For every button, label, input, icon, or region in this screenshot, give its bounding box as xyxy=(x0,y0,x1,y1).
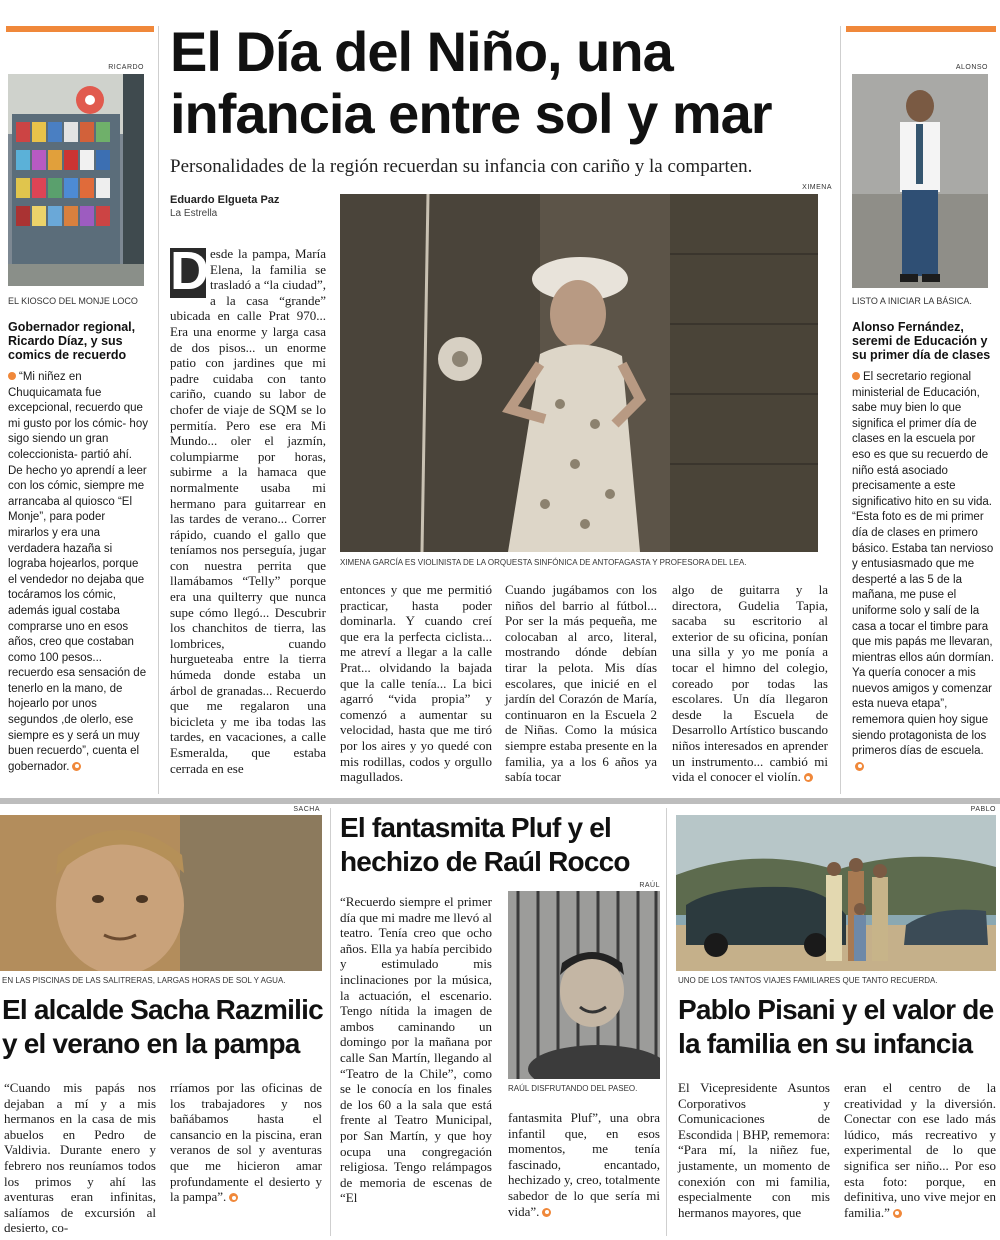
bullet-dot-icon xyxy=(852,372,860,380)
raul-body-col2 xyxy=(508,1110,660,1219)
main-title-line2: infancia entre sol y mar xyxy=(170,82,772,145)
right-sidebar-headline: Alonso Fernández, seremi de Educación y su primer día de clases xyxy=(852,320,991,362)
main-photo-caption: XIMENA GARCÍA ES VIOLINISTA DE LA ORQUESTA SINFÓNICA DE ANTOFAGASTA Y PROFESORA DEL LEA. xyxy=(340,558,747,567)
drop-cap: D xyxy=(170,241,209,301)
kiosk-photo xyxy=(8,74,144,286)
end-mark-icon xyxy=(893,1209,902,1218)
pablo-photo-credit: PABLO xyxy=(970,806,996,813)
pablo-photo-caption: UNO DE LOS TANTOS VIAJES FAMILIARES QUE TANTO RECUERDA. xyxy=(678,976,938,985)
end-mark-icon xyxy=(542,1208,551,1217)
alonso-photo xyxy=(852,74,988,288)
right-top-rule xyxy=(846,26,996,32)
pablo-photo xyxy=(676,815,996,971)
byline-name: Eduardo Elgueta Paz xyxy=(170,194,280,206)
raul-photo-caption: RAÚL DISFRUTANDO DEL PASEO. xyxy=(508,1084,638,1093)
left-column-divider xyxy=(158,26,159,794)
bottom-divider-right xyxy=(666,808,667,1236)
ricardo-photo-credit: RICARDO xyxy=(108,64,144,71)
alonso-photo-credit: ALONSO xyxy=(955,64,988,71)
left-sidebar-body-text: “Mi niñez en Chuquicamata fue excepcional, recuerdo que mi gusto por los cómic- hoy sigo siendo un gran coleccionista- partió ahí. De hecho yo aprendí a leer con los cómic, siempre me arrancaba al quiosco “El Monje”, para poder mirarlos y era una verdadera hazaña si lograba hojearlos, porque el vendedor no dejaba que tocáramos los cómic, además igual costaba comprarse uno en esos años, creo que costaban como 100 pesos... recuerdo esa sensación de tenerlo en la mano, de hojearlo por unos segundos ,de olerlo, ese siempre es y será un muy buen recuerdo”, cuenta el gobernador. xyxy=(8,371,148,773)
main-body-col1-text: esde la pampa, María Elena, la familia se trasladó a “la ciudad”, a la casa “grande” ubicada en calle Prat 970... Era una enorme y larga casa de dos pisos... un enorme patio con jardines que mi padre cuidaba con tanto cariño, cuando su labor de chofer de viaje de SQM se lo permitía. Pero ese era Mi Mundo... oler el jazmín, columpiarme por horas, subirme a la hamaca que normalmente usaba mi hermano para guitarrear en las tardes de verano... Correr rápido, cuando el gallo que teníamos nos perseguía, jugar con nuestra perrita que llamábamos “Telly” porque era una quilterry que nunca supe cómo llegó... Descubrir los chanchitos de tierra, las lombrices, cuando hurgueteaba entre la tierra húmeda donde estaba un árbol de granadas... Recuerdo que me regalaron una bicicleta y me iba todas las tardes, en vacaciones, a calle Esmeralda, que estaba cerrada en ese xyxy=(170,246,326,776)
end-mark-icon xyxy=(229,1193,238,1202)
main-photo-credit: XIMENA xyxy=(802,184,832,191)
main-body-col4-text: algo de guitarra y la directora, Gudelia Tapia, sacaba su escritorio al exterior de su oficina, ponían una silla y yo me ponía a tocar el himno del colegio, coreado por todas las escolares. Un día llegaron desde la Escuela de Desarrollo Artístico buscando niños interesados en aprender un instrumento... cambió mi vida el conocer el violín. xyxy=(672,582,828,785)
right-column-divider xyxy=(840,26,841,794)
sacha-photo xyxy=(0,815,322,971)
raul-body-col2-text: fantasmita Pluf”, una obra infantil que, en esos momentos, me tenía fascinado, encantado, hechizado y, creo, totalmente sabedor de lo que sería mi vida”. xyxy=(508,1110,660,1219)
right-sidebar-body xyxy=(852,370,994,775)
pablo-headline-line2: la familia en su infancia xyxy=(678,1028,973,1059)
left-top-rule xyxy=(6,26,154,32)
main-body-col4 xyxy=(672,582,828,785)
main-title-line1: El Día del Niño, una xyxy=(170,20,673,83)
alonso-photo-caption: LISTO A INICIAR LA BÁSICA. xyxy=(852,296,972,306)
bottom-divider-left xyxy=(330,808,331,1236)
bullet-dot-icon xyxy=(8,372,16,380)
kiosk-photo-caption: EL KIOSCO DEL MONJE LOCO xyxy=(8,296,138,306)
section-divider xyxy=(0,798,1000,804)
main-body-col2: entonces y que me permitió practicar, hasta poder dominarla. Y cuando creí que era la perfecta ciclista... me atreví a llegar a la calle Prat... olvidando la bajada que la calle tenía... La bici agarró “vida propia” y comenzó a aumentar su velocidad, hasta que me tiró por los aires y yo quedé con mis rodillas, codos y orgullo magullados. xyxy=(340,582,492,785)
left-sidebar-headline: Gobernador regional, Ricardo Díaz, y sus comics de recuerdo xyxy=(8,320,136,362)
left-sidebar-body xyxy=(8,370,148,775)
raul-photo xyxy=(508,891,660,1079)
raul-body-col1: “Recuerdo siempre el primer día que mi madre me llevó al teatro. Tenía creo que ocho años. Ella ya había percibido y estimulado mis inclinaciones por la música, la actuación, el escenario. Tengo nítida la imagen de ambos caminando un domingo por la mañana por calle San Martín, llegando al “Teatro de la Chile”, como se le conocía en los finales de los 60 a la sala que está frente al Teatro Municipal, por San Martín, y que hoy ocupa una congregación religiosa. Tengo relámpagos de memoria de escenas de “El xyxy=(340,894,492,1206)
pablo-headline-line1: Pablo Pisani y el valor de xyxy=(678,994,994,1025)
byline-outlet: La Estrella xyxy=(170,208,218,219)
right-sidebar-body-text: El secretario regional ministerial de Educación, sabe muy bien lo que significa el primer día de clases en la escuela por eso es que su recuerdo de niño está asociado precisamente a este significativo hito en su vida. “Esta foto es de mi primer día de clases en primero básico. Estaba tan nervioso y entusiasmado que me desperté a las 5 de la mañana, me puse el uniforme solo y salí de la casa a tocar el timbre para que mis papás me llevaran, mientras ellos aún dormían. Ya quería conocer a mis nuevos amigos y comenzar esta nueva etapa”, rememora quien hoy sigue siendo protagonista de los primeros días de escuela. xyxy=(852,371,994,758)
ximena-photo xyxy=(340,194,818,552)
end-mark-icon xyxy=(804,773,813,782)
raul-headline-line2: hechizo de Raúl Rocco xyxy=(340,846,630,877)
sacha-photo-caption: EN LAS PISCINAS DE LAS SALITRERAS, LARGAS HORAS DE SOL Y AGUA. xyxy=(2,976,286,985)
pablo-body-col2-text: eran el centro de la creatividad y la diversión. Conectar con ese lado más lúdico, más recreativo y experimental de lo que significa ser niño... Por eso esta foto: porque, en definitiva, uno vive mejor en familia.” xyxy=(844,1080,996,1220)
main-body-col1 xyxy=(170,241,326,776)
main-body-col3: Cuando jugábamos con los niños del barrio al fútbol... Por ser la más pequeña, me colocaban al arco, literal, mostrando dónde debían tirar la pelota. Mis días escolares, que inicié en el jardín del Corazón de María, continuaron en la Escuela 2 de Niñas. Como la música siempre estaba presente en la familia, ya a los 6 años ya sabía tocar xyxy=(505,582,657,785)
end-mark-icon xyxy=(72,762,81,771)
end-mark-icon xyxy=(855,762,864,771)
sacha-photo-credit: SACHA xyxy=(293,806,320,813)
main-subtitle: Personalidades de la región recuerdan su infancia con cariño y la comparten. xyxy=(170,156,753,177)
sacha-headline-line1: El alcalde Sacha Razmilic xyxy=(2,994,323,1025)
raul-headline-line1: El fantasmita Pluf y el xyxy=(340,812,612,843)
sacha-body-col2 xyxy=(170,1080,322,1205)
sacha-body-col2-text: rríamos por las oficinas de los trabajadores y nos bañábamos hasta el cansancio en la piscina, eran veranos de sol y aventuras que me hicieron amar profundamente el desierto y la pampa”. xyxy=(170,1080,322,1205)
sacha-headline-line2: y el verano en la pampa xyxy=(2,1028,300,1059)
raul-photo-credit: RAÚL xyxy=(639,882,660,889)
pablo-body-col2 xyxy=(844,1080,996,1220)
sacha-body-col1: “Cuando mis papás nos dejaban a mí y a mis hermanos en la casa de mis abuelos en Pedro de Valdivia. Durante enero y febrero nos reuníamos todos los primos y ahí las aventuras eran infinitas, salíamos de excursión al desierto, co- xyxy=(4,1080,156,1236)
pablo-body-col1: El Vicepresidente Asuntos Corporativos y Comunicaciones de Escondida | BHP, rememora: “Para mí, la niñez fue, justamente, un momento de conexión con mi familia, especialmente con mis hermanos mayores, que xyxy=(678,1080,830,1220)
